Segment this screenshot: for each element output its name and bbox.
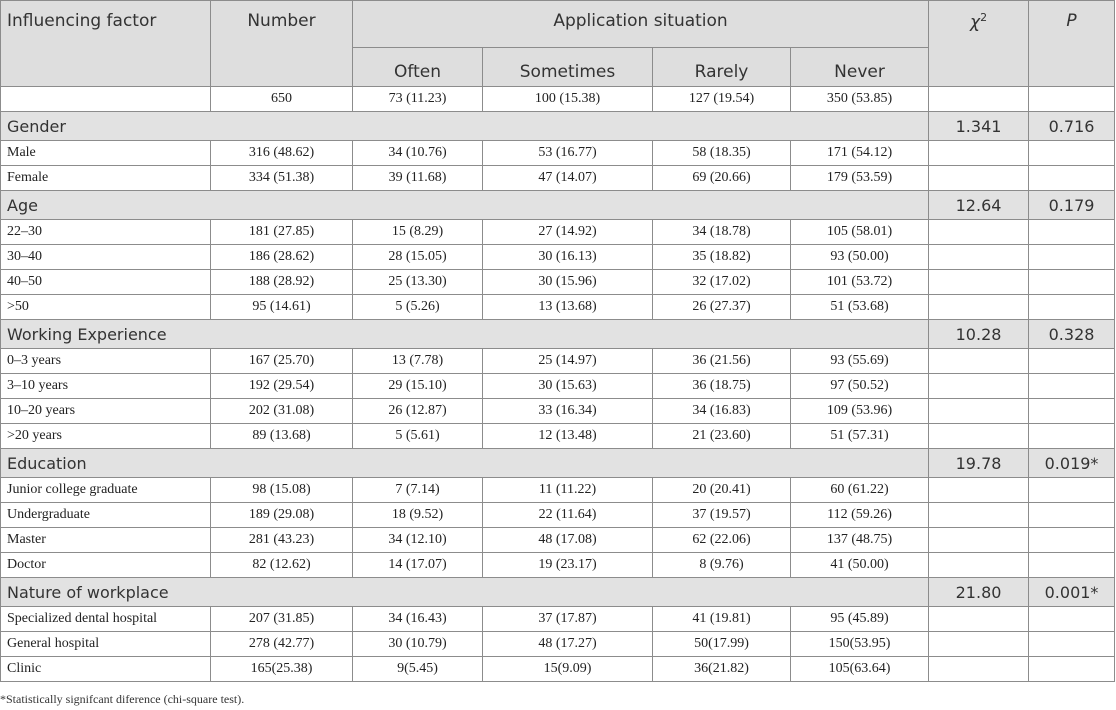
cell-p <box>1029 632 1115 657</box>
section-title: Nature of workplace <box>1 578 929 607</box>
cell-never: 112 (59.26) <box>791 503 929 528</box>
cell-rarely: 35 (18.82) <box>653 245 791 270</box>
table-row <box>1 166 1115 191</box>
cell-sometimes: 30 (15.96) <box>483 270 653 295</box>
cell-often: 15 (8.29) <box>353 220 483 245</box>
cell-often: 18 (9.52) <box>353 503 483 528</box>
cell-rarely: 34 (16.83) <box>653 399 791 424</box>
total-row <box>1 87 1115 112</box>
cell-often: 14 (17.07) <box>353 553 483 578</box>
table-row <box>1 424 1115 449</box>
cell-p <box>1029 270 1115 295</box>
cell-chi <box>929 220 1029 245</box>
row-label: 40–50 <box>1 270 211 295</box>
cell-often: 34 (12.10) <box>353 528 483 553</box>
cell-number: 316 (48.62) <box>211 141 353 166</box>
section-p: 0.716 <box>1029 112 1115 141</box>
p-symbol: P <box>1066 11 1077 31</box>
cell-sometimes: 27 (14.92) <box>483 220 653 245</box>
cell-number: 82 (12.62) <box>211 553 353 578</box>
section-chi: 19.78 <box>929 449 1029 478</box>
row-label: >50 <box>1 295 211 320</box>
cell-never: 179 (53.59) <box>791 166 929 191</box>
cell-p <box>1029 657 1115 682</box>
cell-number: 98 (15.08) <box>211 478 353 503</box>
section-title: Gender <box>1 112 929 141</box>
table-row <box>1 399 1115 424</box>
cell-sometimes: 25 (14.97) <box>483 349 653 374</box>
section-p: 0.001* <box>1029 578 1115 607</box>
cell-rarely: 20 (20.41) <box>653 478 791 503</box>
cell-rarely: 36 (21.56) <box>653 349 791 374</box>
cell-never: 101 (53.72) <box>791 270 929 295</box>
cell-p <box>1029 478 1115 503</box>
cell-chi <box>929 424 1029 449</box>
cell-number: 207 (31.85) <box>211 607 353 632</box>
cell-chi <box>929 374 1029 399</box>
cell-chi <box>929 349 1029 374</box>
cell-often: 9(5.45) <box>353 657 483 682</box>
table-row <box>1 349 1115 374</box>
table-row <box>1 295 1115 320</box>
cell-sometimes: 22 (11.64) <box>483 503 653 528</box>
cell-number: 278 (42.77) <box>211 632 353 657</box>
cell-sometimes: 48 (17.08) <box>483 528 653 553</box>
cell-never: 51 (57.31) <box>791 424 929 449</box>
cell-rarely: 26 (27.37) <box>653 295 791 320</box>
cell-sometimes: 19 (23.17) <box>483 553 653 578</box>
cell-p <box>1029 528 1115 553</box>
cell-rarely: 36(21.82) <box>653 657 791 682</box>
cell-rarely: 32 (17.02) <box>653 270 791 295</box>
cell-never: 93 (55.69) <box>791 349 929 374</box>
table-row <box>1 141 1115 166</box>
section-row <box>1 578 1115 607</box>
cell-p <box>1029 245 1115 270</box>
cell-rarely: 21 (23.60) <box>653 424 791 449</box>
cell-never: 60 (61.22) <box>791 478 929 503</box>
cell-rarely: 69 (20.66) <box>653 166 791 191</box>
section-row <box>1 320 1115 349</box>
cell-sometimes: 30 (16.13) <box>483 245 653 270</box>
row-label: 3–10 years <box>1 374 211 399</box>
section-title: Working Experience <box>1 320 929 349</box>
table-row <box>1 220 1115 245</box>
table-row <box>1 632 1115 657</box>
section-chi: 12.64 <box>929 191 1029 220</box>
cell-often: 5 (5.26) <box>353 295 483 320</box>
cell-chi <box>929 657 1029 682</box>
table-row <box>1 245 1115 270</box>
cell-sometimes: 48 (17.27) <box>483 632 653 657</box>
cell-chi <box>929 528 1029 553</box>
row-label: Doctor <box>1 553 211 578</box>
table-row <box>1 270 1115 295</box>
header-often: Often <box>353 48 483 87</box>
cell-sometimes: 12 (13.48) <box>483 424 653 449</box>
cell-number: 186 (28.62) <box>211 245 353 270</box>
chi-symbol: χ <box>970 12 981 33</box>
cell-sometimes: 53 (16.77) <box>483 141 653 166</box>
cell-chi <box>929 166 1029 191</box>
cell-chi <box>929 141 1029 166</box>
row-label: >20 years <box>1 424 211 449</box>
cell-number: 167 (25.70) <box>211 349 353 374</box>
total-number: 650 <box>211 87 353 112</box>
cell-chi <box>929 270 1029 295</box>
cell-never: 97 (50.52) <box>791 374 929 399</box>
header-p <box>1029 1 1115 87</box>
table-row <box>1 553 1115 578</box>
cell-p <box>1029 220 1115 245</box>
cell-chi <box>929 245 1029 270</box>
cell-p <box>1029 607 1115 632</box>
cell-number: 181 (27.85) <box>211 220 353 245</box>
total-often: 73 (11.23) <box>353 87 483 112</box>
row-label: Undergraduate <box>1 503 211 528</box>
cell-p <box>1029 424 1115 449</box>
cell-never: 93 (50.00) <box>791 245 929 270</box>
row-label: General hospital <box>1 632 211 657</box>
cell-p <box>1029 553 1115 578</box>
cell-never: 109 (53.96) <box>791 399 929 424</box>
row-label: 30–40 <box>1 245 211 270</box>
cell-rarely: 37 (19.57) <box>653 503 791 528</box>
section-row <box>1 112 1115 141</box>
cell-rarely: 34 (18.78) <box>653 220 791 245</box>
table-row <box>1 503 1115 528</box>
cell-sometimes: 47 (14.07) <box>483 166 653 191</box>
cell-sometimes: 37 (17.87) <box>483 607 653 632</box>
cell-often: 34 (10.76) <box>353 141 483 166</box>
cell-number: 89 (13.68) <box>211 424 353 449</box>
cell-p <box>1029 503 1115 528</box>
section-title: Education <box>1 449 929 478</box>
cell-often: 7 (7.14) <box>353 478 483 503</box>
header-factor: Influencing factor <box>1 1 211 87</box>
table-row <box>1 657 1115 682</box>
cell-often: 13 (7.78) <box>353 349 483 374</box>
section-title: Age <box>1 191 929 220</box>
row-label: 0–3 years <box>1 349 211 374</box>
header-never: Never <box>791 48 929 87</box>
section-p: 0.019* <box>1029 449 1115 478</box>
cell-chi <box>929 503 1029 528</box>
cell-never: 105(63.64) <box>791 657 929 682</box>
header-sometimes: Sometimes <box>483 48 653 87</box>
footnote: *Statistically signifcant diference (chi-square test). <box>0 692 245 706</box>
cell-never: 95 (45.89) <box>791 607 929 632</box>
cell-rarely: 62 (22.06) <box>653 528 791 553</box>
row-label: Specialized dental hospital <box>1 607 211 632</box>
row-label: Female <box>1 166 211 191</box>
chi-exponent: 2 <box>980 11 988 24</box>
cell-chi <box>929 553 1029 578</box>
section-p: 0.179 <box>1029 191 1115 220</box>
table-body <box>1 87 1115 682</box>
table-row <box>1 374 1115 399</box>
total-p <box>1029 87 1115 112</box>
header-chi <box>929 1 1029 87</box>
header-rarely: Rarely <box>653 48 791 87</box>
table-row <box>1 607 1115 632</box>
cell-chi <box>929 607 1029 632</box>
row-label: 22–30 <box>1 220 211 245</box>
cell-number: 281 (43.23) <box>211 528 353 553</box>
cell-rarely: 36 (18.75) <box>653 374 791 399</box>
cell-often: 30 (10.79) <box>353 632 483 657</box>
cell-sometimes: 13 (13.68) <box>483 295 653 320</box>
cell-number: 192 (29.54) <box>211 374 353 399</box>
cell-often: 34 (16.43) <box>353 607 483 632</box>
cell-never: 51 (53.68) <box>791 295 929 320</box>
header-number: Number <box>211 1 353 87</box>
section-p: 0.328 <box>1029 320 1115 349</box>
cell-rarely: 41 (19.81) <box>653 607 791 632</box>
cell-sometimes: 11 (11.22) <box>483 478 653 503</box>
cell-p <box>1029 399 1115 424</box>
cell-number: 189 (29.08) <box>211 503 353 528</box>
table-row <box>1 528 1115 553</box>
cell-chi <box>929 478 1029 503</box>
section-chi: 10.28 <box>929 320 1029 349</box>
cell-number: 202 (31.08) <box>211 399 353 424</box>
cell-p <box>1029 166 1115 191</box>
row-label: Male <box>1 141 211 166</box>
cell-number: 165(25.38) <box>211 657 353 682</box>
cell-rarely: 50(17.99) <box>653 632 791 657</box>
section-row <box>1 191 1115 220</box>
table-row <box>1 478 1115 503</box>
cell-p <box>1029 349 1115 374</box>
total-chi <box>929 87 1029 112</box>
cell-number: 334 (51.38) <box>211 166 353 191</box>
cell-sometimes: 33 (16.34) <box>483 399 653 424</box>
cell-number: 95 (14.61) <box>211 295 353 320</box>
total-never: 350 (53.85) <box>791 87 929 112</box>
row-label: 10–20 years <box>1 399 211 424</box>
cell-never: 137 (48.75) <box>791 528 929 553</box>
cell-never: 41 (50.00) <box>791 553 929 578</box>
cell-rarely: 58 (18.35) <box>653 141 791 166</box>
cell-often: 29 (15.10) <box>353 374 483 399</box>
cell-p <box>1029 295 1115 320</box>
cell-never: 105 (58.01) <box>791 220 929 245</box>
cell-often: 28 (15.05) <box>353 245 483 270</box>
table-header <box>1 1 1115 87</box>
cell-often: 5 (5.61) <box>353 424 483 449</box>
section-chi: 21.80 <box>929 578 1029 607</box>
cell-often: 26 (12.87) <box>353 399 483 424</box>
cell-p <box>1029 141 1115 166</box>
cell-never: 171 (54.12) <box>791 141 929 166</box>
cell-never: 150(53.95) <box>791 632 929 657</box>
section-row <box>1 449 1115 478</box>
cell-chi <box>929 632 1029 657</box>
row-label: Junior college graduate <box>1 478 211 503</box>
cell-rarely: 8 (9.76) <box>653 553 791 578</box>
total-rarely: 127 (19.54) <box>653 87 791 112</box>
section-chi: 1.341 <box>929 112 1029 141</box>
cell-chi <box>929 399 1029 424</box>
header-application: Application situation <box>353 1 929 48</box>
row-label: Master <box>1 528 211 553</box>
cell-number: 188 (28.92) <box>211 270 353 295</box>
row-label: Clinic <box>1 657 211 682</box>
cell-p <box>1029 374 1115 399</box>
total-label <box>1 87 211 112</box>
cell-chi <box>929 295 1029 320</box>
cell-sometimes: 15(9.09) <box>483 657 653 682</box>
cell-sometimes: 30 (15.63) <box>483 374 653 399</box>
cell-often: 39 (11.68) <box>353 166 483 191</box>
total-sometimes: 100 (15.38) <box>483 87 653 112</box>
cell-often: 25 (13.30) <box>353 270 483 295</box>
